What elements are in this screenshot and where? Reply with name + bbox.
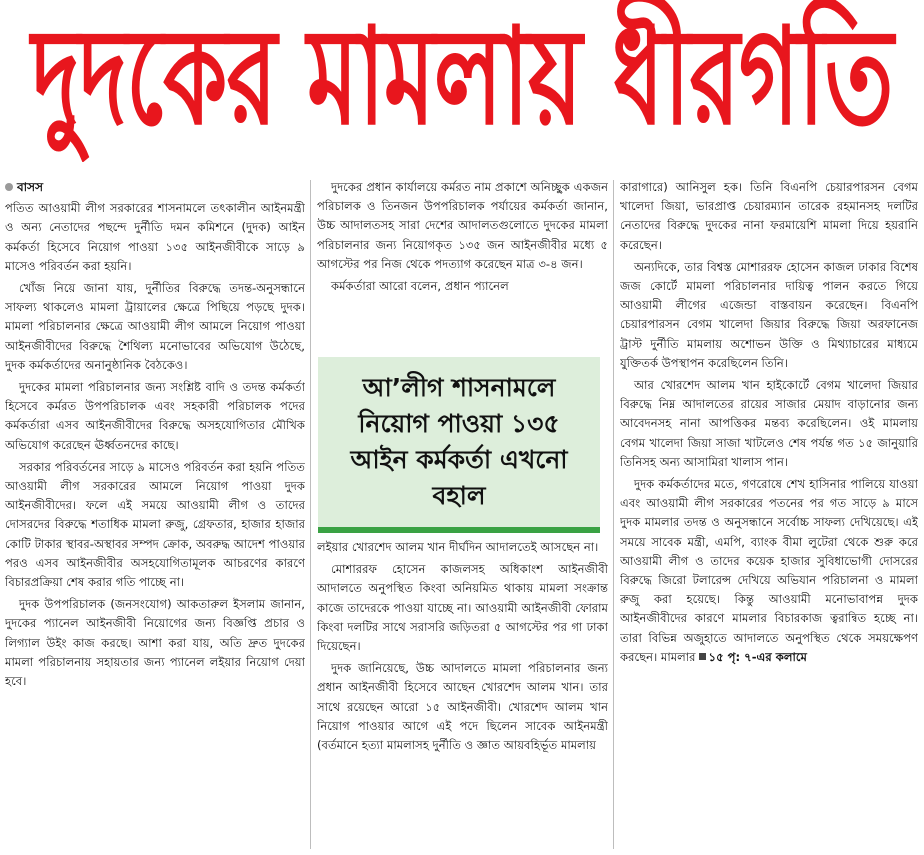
paragraph-text: দুদক কর্মকর্তাদের মতে, গণরোষে শেখ হাসিনার পালিয়ে যাওয়া এবং আওয়ামী লীগ সরকারের পতনের পর গত সাড়ে ৯ মাসে দুদক মামলার তদন্ত ও অনুসন্ধানে সর্বোচ্চ সাফল্য দেখিয়েছে। এই সময়ে সাবেক মন্ত্রী, এমপি, ব্যাংক বীমা লুটেরা থেকে শুরু করে আওয়ামী লীগ ও তাদের কয়েক হাজার সুবিধাভোগী দোসরের বিরুদ্ধে জিরো টলারেন্স দেখিয়ে অভিযান পরিচালনা ও মামলা রুজু করা হয়েছে। কিন্তু আওয়ামী মনোভাবাপন্ন দুদক আইনজীবীদের কারণে মামলার বিচারকাজ ত্বরান্বিত হচ্ছে না। তারা বিভিন্ন অজুহাতে আদালতে অনুপস্থিত থেকে সময়ক্ষেপণ করছেন। মামলার [620,477,918,664]
paragraph: খোঁজ নিয়ে জানা যায়, দুর্নীতির বিরুদ্ধে তদন্ত-অনুসন্ধানে সাফল্য থাকলেও মামলা ট্রায়ালের ক্ষেত্রে পিছিয়ে পড়ছে দুদক। মামলা পরিচালনার ক্ষেত্রে আওয়ামী লীগ আমলে নিয়োগ পাওয়া আইনজীবীদের বিরুদ্ধে শৈথিল্য মনোভাবের অভিযোগ উঠেছে, দুদক কর্মকর্তাদের অনানুষ্ঠানিক বৈঠকেও। [5,281,305,372]
pull-quote-text: আ’লীগ শাসনামলে নিয়োগ পাওয়া ১৩৫ আইন কর্মকর্তা এখনো বহাল [350,373,568,510]
column-divider [613,180,614,849]
column-divider [310,180,311,849]
paragraph: কর্মকর্তারা আরো বলেন, প্রধান প্যানেল [331,279,509,294]
byline-text: বাসস [17,180,44,194]
paragraph: আর খোরশেদ আলম খান হাইকোর্টে বেগম খালেদা জিয়ার বিরুদ্ধে নিম্ন আদালতের রায়ের সাজার মেয়াদ বাড়ানোর জন্য আবেদনসহ নানা আপত্তিকর মন্তব্য করেছিলেন। ওই মামলায় বেগম খালেদা জিয়া সাজা খাটলেও শেষ পর্যন্ত গত ১৫ জানুয়ারি তিনিসহ অন্য আসামিরা খালাস পান। [620,378,918,469]
paragraph: দুদক উপপরিচালক (জনসংযোগ) আকতারুল ইসলাম জানান, দুদকের প্যানেল আইনজীবী নিয়োগের জন্য বিজ্ঞপ্তি প্রচার ও লিগ্যাল উইং কাজ করছে। আশা করা যায়, অতি দ্রুত দুদকের মামলা পরিচালনায় সহায়তার জন্য প্যানেল লইয়ার নিয়োগ দেয়া হবে। [5,597,305,689]
column-2-bottom [317,538,608,758]
article-column-1 [5,178,305,851]
paragraph: অন্যদিকে, তার বিশ্বস্ত মোশাররফ হোসেন কাজল ঢাকার বিশেষ জজ কোর্টে মামলা পরিচালনার দায়িত্ব পালন করতে গিয়ে আওয়ামী লীগের এজেন্ডা বাস্তবায়ন করেছেন। বিএনপি চেয়ারপারসন বেগম খালেদা জিয়ার বিরুদ্ধে জিয়া অরফানেজ ট্রাস্ট দুর্নীতি মামলায় অশোভন উক্তি ও মিথ্যাচারের মাধ্যমে যুক্তিতর্ক উপস্থাপন করেছিলেন তিনি। [620,259,918,370]
paragraph: দুদকের মামলা পরিচালনার জন্য সংশ্লিষ্ট বাদি ও তদন্ত কর্মকর্তা হিসেবে কর্মরত উপপরিচালক এবং সহকারী পরিচালক পদের কর্মকর্তারা এসব আইনজীবীদের বিরুদ্ধে অসহযোগিতার মৌখিক অভিযোগ করেছেন ঊর্ধ্বতনদের কাছে। [5,380,305,452]
paragraph: মোশাররফ হোসেন কাজলসহ অধিকাংশ আইনজীবী আদালতে অনুপস্থিত কিংবা অনিয়মিত থাকায় মামলা সংক্রান্ত কাজে তাদেরকে পাওয়া যাচ্ছে না। আওয়ামী আইনজীবী ফোরাম কিংবা দলটির সাথে সরাসরি জড়িতরা ৫ আগস্টের পর গা ঢাকা দিয়েছেন। [317,562,608,654]
paragraph: দুদক জানিয়েছে, উচ্চ আদালতে মামলা পরিচালনার জন্য প্রধান আইনজীবী হিসেবে আছেন খোরশেদ আলম খান। তার সাথে রয়েছেন আরো ১৫ আইনজীবী। খোরশেদ আলম খান নিয়োগ পাওয়ার আগে এই পদে ছিলেন সাবেক আইনমন্ত্রী (বর্তমানে হত্যা মামলাসহ দুর্নীতি ও জ্ঞাত আয়বহির্ভূত মামলায় [317,661,608,753]
continuation-note: ১৫ পৃ: ৭-এর কলামে [708,649,807,664]
paragraph [620,475,918,667]
paragraph: পতিত আওয়ামী লীগ সরকারের শাসনামলে তৎকালীন আইনমন্ত্রী ও অন্য নেতাদের পছন্দে দুর্নীতি দমন কমিশনে (দুদক) আইন কর্মকর্তা হিসেবে নিয়োগ পাওয়া ১৩৫ আইনজীবীকে সাড়ে ৯ মাসেও পরিবর্তন করা হয়নি। [5,201,305,273]
paragraph: সরকার পরিবর্তনের সাড়ে ৯ মাসেও পরিবর্তন করা হয়নি পতিত আওয়ামী লীগ সরকারের আমলে নিয়োগ পাওয়া দুদক আইনজীবীদের। ফলে এই সময়ে আওয়ামী লীগ ও তাদের দোসরদের বিরুদ্ধে শতাধিক মামলা রুজু, গ্রেফতার, হাজার হাজার কোটি টাকার স্থাবর-অস্থাবর সম্পদ ক্রোক, অবরুদ্ধ আদেশ পাওয়ার পরও এসব আইনজীবীর অসহযোগিতামূলক আচরণের কারণে বিচারপ্রক্রিয়া শেষ করার গতি পাচ্ছে না। [5,459,305,590]
headline-text: দুদকের মামলায় ধীরগতি [31,0,893,155]
square-bullet-icon [699,653,706,660]
headline [0,0,924,170]
article-column-3 [620,178,918,851]
paragraph: লইয়ার খোরশেদ আলম খান দীর্ঘদিন আদালতেই আসছেন না। [317,540,599,554]
paragraph: কারাগারে) আনিসুল হক। তিনি বিএনপি চেয়ারপারসন বেগম খালেদা জিয়া, ভারপ্রাপ্ত চেয়ারম্যান তারেক রহমানসহ দলটির নেতাদের বিরুদ্ধে দুদকের নানা ফরমায়েশি মামলা দিয়ে হয়রানি করেছেন। [620,180,918,252]
pull-quote-box [318,357,600,533]
byline [5,178,305,197]
paragraph: দুদকের প্রধান কার্যালয়ে কর্মরত নাম প্রকাশে অনিচ্ছুক একজন পরিচালক ও তিনজন উপপরিচালক পর্যায়ের কর্মকর্তা জানান, উচ্চ আদালতসহ সারা দেশের আদালতগুলোতে দুদকের মামলা পরিচালনার জন্য নিয়োগকৃত ১৩৫ জন আইনজীবীর মধ্যে ৫ আগস্টের পর নিজ থেকে পদত্যাগ করেছেন মাত্র ৩-৪ জন। [317,180,608,271]
column-2-top [317,178,608,299]
bullet-icon [5,183,13,191]
